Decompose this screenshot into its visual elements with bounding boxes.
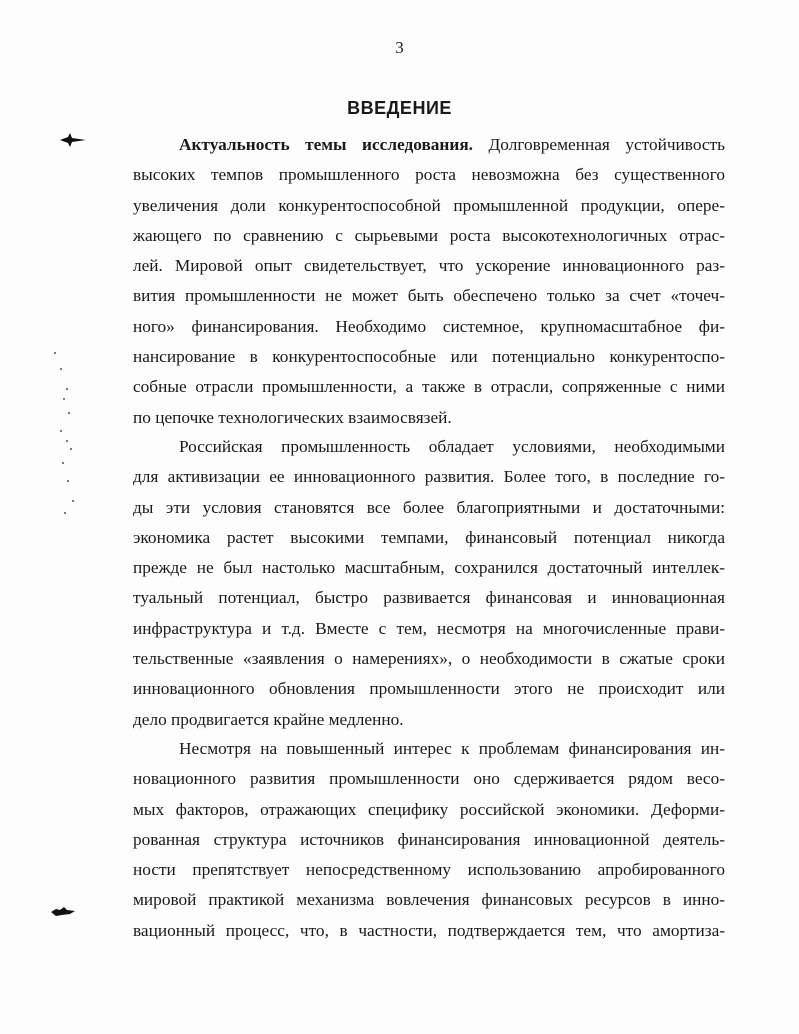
text-line: мых факторов, отражающих специфику российской экономики. Деформи- xyxy=(133,799,725,819)
text-line: жающего по сравнению с сырьевыми роста высокотехнологичных отрас- xyxy=(133,225,725,245)
text-line: ды эти условия становятся все более благоприятными и достаточными: xyxy=(133,497,725,517)
text-line: Российская промышленность обладает условиями, необходимыми xyxy=(179,437,725,456)
text-line: увеличения доли конкурентоспособной промышленной продукции, опере- xyxy=(133,195,725,215)
scan-mark-bottom xyxy=(50,905,76,917)
text-line: по цепочке технологических взаимосвязей. xyxy=(133,407,452,427)
paragraph-3 xyxy=(133,734,725,946)
section-heading: ВВЕДЕНИЕ xyxy=(347,98,452,118)
text-line: прежде не был настолько масштабным, сохранился достаточный интеллек- xyxy=(133,558,725,578)
text-line: мировой практикой механизма вовлечения финансовых ресурсов в инно- xyxy=(133,890,725,910)
text-line: экономика растет высокими темпами, финансовый потенциал никогда xyxy=(133,527,725,547)
text-line: рованная структура источников финансирования инновационной деятель- xyxy=(133,829,725,849)
lead-phrase: Актуальность темы исследования. xyxy=(179,135,473,154)
text-line: высоких темпов промышленного роста невозможна без существенного xyxy=(133,165,725,185)
text-line: инфраструктура и т.д. Вместе с тем, несмотря на многочисленные прави- xyxy=(133,618,725,638)
paragraph-1 xyxy=(133,130,725,433)
text-line: ности препятствует непосредственному использованию апробированного xyxy=(133,860,725,880)
text-line: тельственные «заявления о намерениях», о необходимости в сжатые сроки xyxy=(133,649,725,669)
page-number: 3 xyxy=(395,38,404,57)
text-line: туальный потенциал, быстро развивается финансовая и инновационная xyxy=(133,588,725,608)
text-line: нансирование в конкурентоспособные или потенциально конкурентоспо- xyxy=(133,347,725,367)
text-line: вития промышленности не может быть обеспечено только за счет «точеч- xyxy=(133,286,725,306)
text-line: собные отрасли промышленности, а также в отрасли, сопряженные с ними xyxy=(133,377,725,397)
text-line: дело продвигается крайне медленно. xyxy=(133,709,404,729)
text-line: Актуальность темы исследования. Долговременная устойчивость xyxy=(179,135,725,154)
scan-mark-top xyxy=(58,132,88,148)
text-line: ного» финансирования. Необходимо системное, крупномасштабное фи- xyxy=(133,316,725,336)
text-line: вационный процесс, что, в частности, подтверждается тем, что амортиза- xyxy=(133,920,725,940)
text-line: для активизации ее инновационного развития. Более того, в последние го- xyxy=(133,467,725,487)
paragraph-2 xyxy=(133,432,725,735)
scan-artifact-icon xyxy=(50,906,76,918)
text-line: Несмотря на повышенный интерес к проблемам финансирования ин- xyxy=(179,739,725,758)
text-line: лей. Мировой опыт свидетельствует, что ускорение инновационного раз- xyxy=(133,256,725,276)
scan-artifact-icon xyxy=(58,132,88,148)
text-line: инновационного обновления промышленности этого не происходит или xyxy=(133,679,725,699)
text-line: новационного развития промышленности оно сдерживается рядом весо- xyxy=(133,769,725,789)
